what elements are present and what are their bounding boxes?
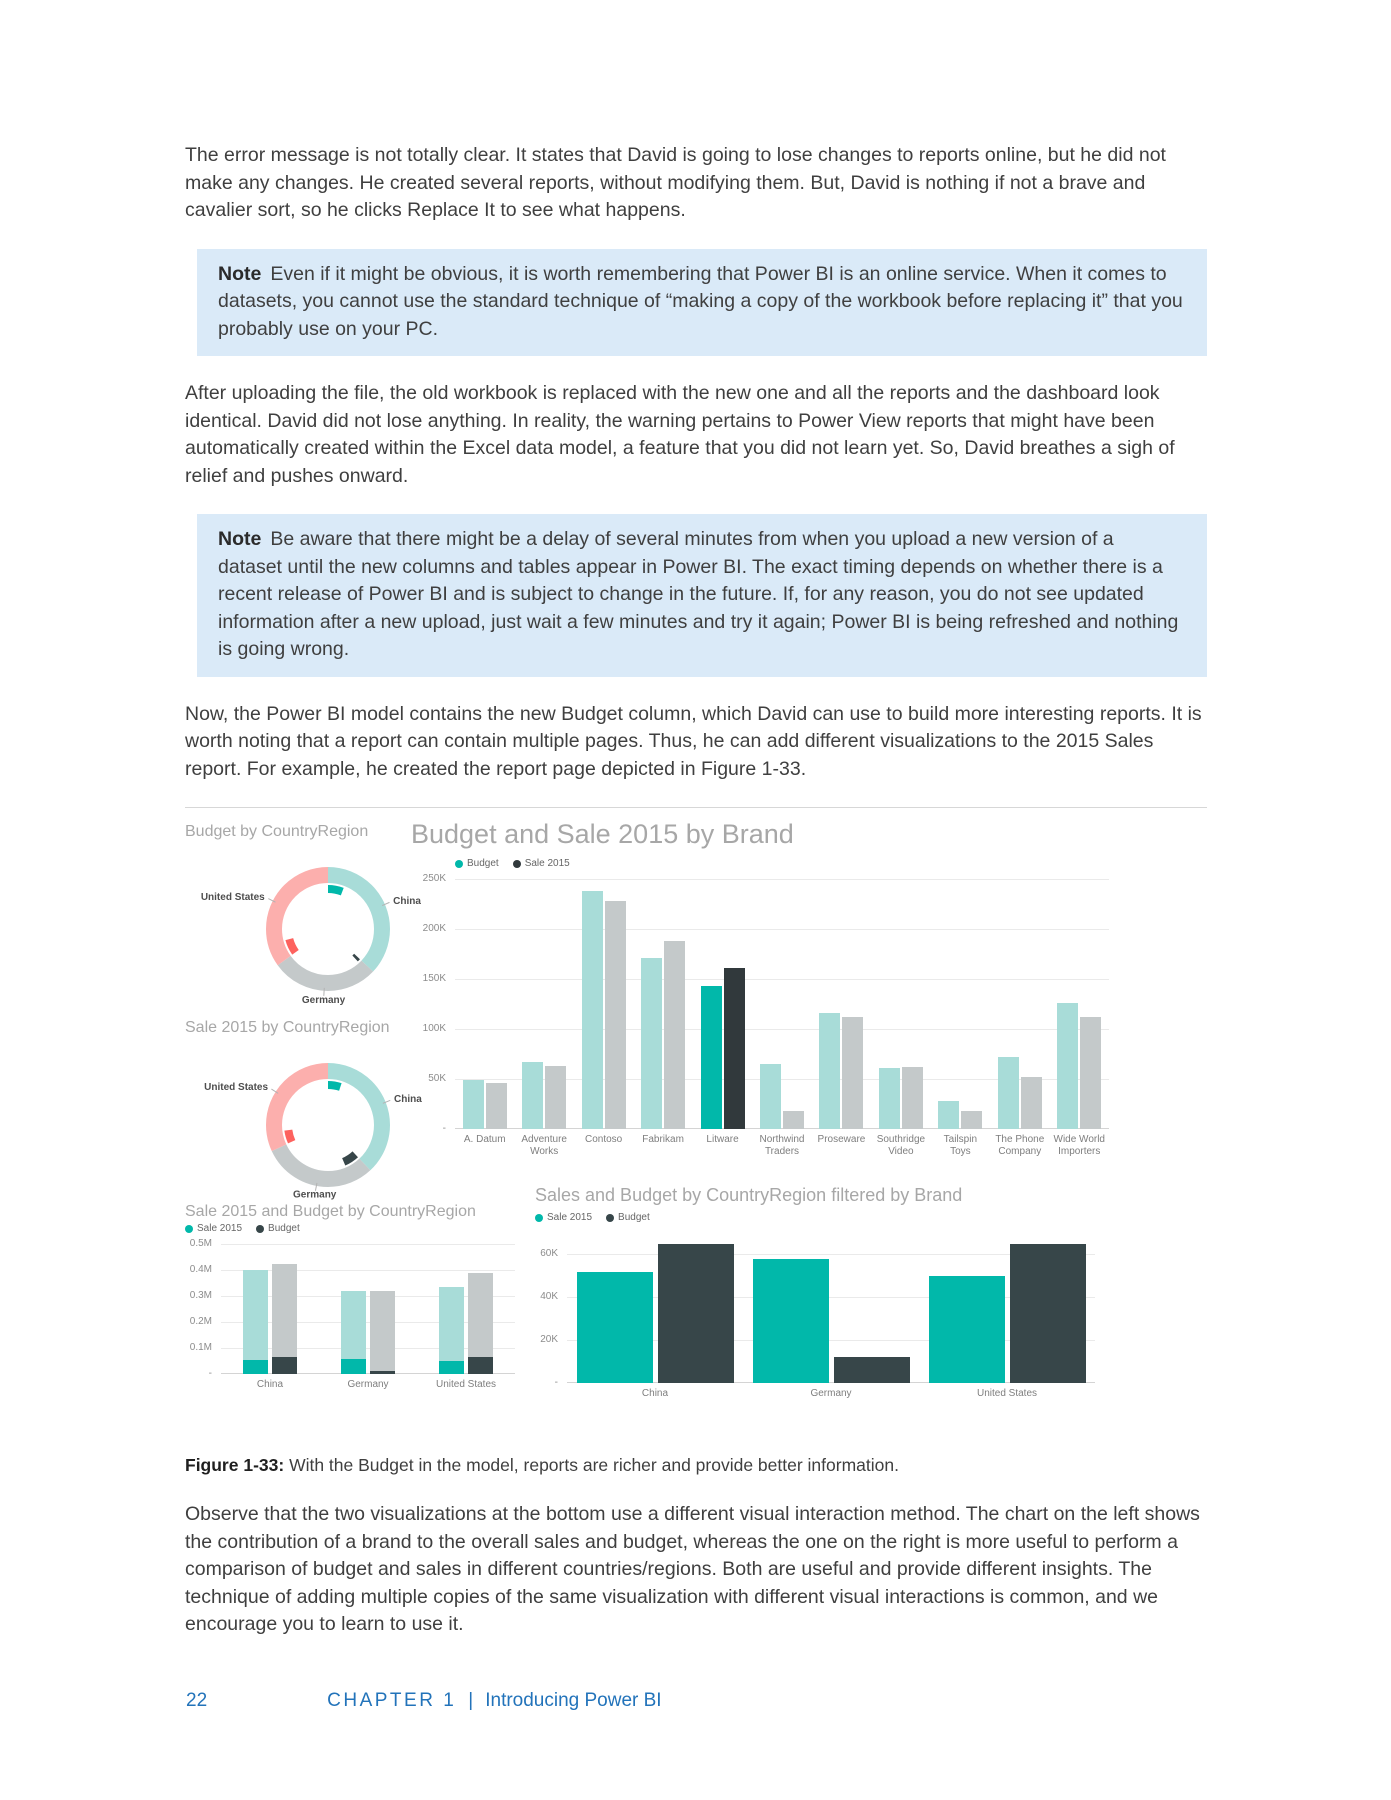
x-category-label: Litware	[706, 1134, 739, 1145]
bar	[929, 1276, 1005, 1383]
bar-group	[871, 1067, 930, 1129]
note-text: Even if it might be obvious, it is worth remembering that Power BI is an online service. When it comes to datasets, you cannot use the standard technique of “making a copy of the workbook before replacing it” that you probably use on your PC.	[218, 262, 1183, 340]
bar-group	[919, 1244, 1095, 1383]
x-category-label: Northwind Traders	[759, 1134, 805, 1157]
bar-group	[514, 1062, 573, 1129]
y-tick-label: -	[442, 1123, 446, 1134]
y-tick-label: -	[554, 1377, 558, 1388]
bar	[724, 968, 745, 1129]
bar-group	[693, 968, 752, 1129]
page-number: 22	[186, 1690, 208, 1711]
bar-highlight	[439, 1361, 464, 1374]
x-category-label: Adventure Works	[521, 1134, 567, 1157]
bar	[760, 1064, 781, 1129]
chapter-title: Introducing Power BI	[485, 1690, 662, 1711]
plot	[455, 879, 1109, 1129]
bar	[486, 1083, 507, 1129]
bar	[1010, 1244, 1086, 1383]
legend-dot	[455, 860, 463, 868]
legend-item	[256, 1223, 300, 1234]
donut-category-label: China	[394, 1093, 422, 1105]
legend-dot	[606, 1214, 614, 1222]
y-axis	[535, 1233, 567, 1388]
bar	[753, 1259, 829, 1383]
bar-highlight	[468, 1357, 493, 1374]
bar-group	[990, 1057, 1049, 1129]
x-category-label: Germany	[347, 1379, 389, 1390]
y-axis	[411, 873, 455, 1134]
bar	[605, 901, 626, 1129]
y-tick-label: 150K	[422, 973, 446, 984]
chapter-heading	[327, 1690, 661, 1712]
paragraph-new-budget-column: Now, the Power BI model contains the new Budget column, which David can use to build more interesting reports. It is worth noting that a report can contain multiple pages. Thus, he can add different visualizations to the 2015 Sales report. For example, he created the report page depicted in Figure 1-33.	[185, 702, 1202, 780]
bar	[1057, 1003, 1078, 1129]
bar-total	[370, 1291, 395, 1374]
y-tick-label: 0.3M	[189, 1290, 212, 1301]
bar-highlight	[341, 1359, 366, 1374]
legend-label: Sale 2015	[547, 1212, 593, 1223]
paragraph-after-upload: After uploading the file, the old workbook is replaced with the new one and all the reports and the dashboard look identical. David did not lose anything. In reality, the warning pertains to Power View reports that might have been automatically created within the Excel data model, a feature that you did not learn yet. So, David breathes a sigh of relief and pushes onward.	[185, 382, 1175, 487]
donut-segment	[288, 1085, 368, 1165]
figure-1-33	[185, 807, 1207, 1439]
note-text: Be aware that there might be a delay of several minutes from when you upload a new version of a dataset until the new columns and tables appear in Power BI. The exact timing depends on whether there is a recent release of Power BI and is subject to change in the future. If, for any reason, you do not see updated information after a new upload, just wait a few minutes and try it again; Power BI is being refreshed and nothing is going wrong.	[218, 528, 1179, 660]
bar-group	[633, 941, 692, 1129]
page-footer	[186, 1690, 662, 1712]
bar	[1080, 1017, 1101, 1129]
legend-label: Budget	[467, 858, 499, 869]
paragraph-observe-visuals: Observe that the two visualizations at the bottom use a different visual interaction method. The chart on the left shows the contribution of a brand to the overall sales and budget, whereas the one on the right is more useful to perform a comparison of budget and sales in different countries/regions. Both are useful and provide different insights. The technique of adding multiple copies of the same visualization with different visual interactions is common, and we encourage you to learn to use it.	[185, 1503, 1200, 1635]
legend-item	[535, 1212, 592, 1223]
chart-legend	[455, 858, 1109, 869]
paragraph-error-message: The error message is not totally clear. It states that David is going to lose changes to reports online, but he did not make any changes. He created several reports, without modifying them. But, David is nothing if not a brave and cavalier sort, so he clicks Replace It to see what happens.	[185, 144, 1166, 221]
bar	[701, 986, 722, 1129]
y-tick-label: 0.1M	[189, 1342, 212, 1353]
legend-item	[455, 858, 499, 869]
legend-label: Sale 2015	[524, 858, 570, 869]
bar-group	[221, 1264, 319, 1375]
legend-dot	[513, 860, 521, 868]
chart-sales-and-budget-filtered-by-brand	[535, 1185, 1095, 1400]
x-category-label: Tailspin Toys	[943, 1134, 978, 1157]
donut-category-label: United States	[204, 1081, 269, 1093]
legend-item	[606, 1212, 650, 1223]
chart-budget-and-sale-2015-by-brand	[411, 819, 1109, 1158]
donut-segment	[288, 1085, 368, 1165]
figure-caption-label: Figure 1-33:	[185, 1455, 285, 1475]
bar-group	[455, 1080, 514, 1129]
page-content	[185, 142, 1207, 1663]
x-axis	[221, 1379, 515, 1391]
figure-caption	[185, 1453, 1207, 1477]
plot	[221, 1244, 515, 1374]
chart-legend	[535, 1212, 1095, 1223]
bar-total	[468, 1273, 493, 1374]
legend-item	[185, 1223, 242, 1234]
x-category-label: A. Datum	[463, 1134, 506, 1145]
bar	[819, 1013, 840, 1129]
bar	[463, 1080, 484, 1129]
y-tick-label: -	[208, 1368, 212, 1379]
x-category-label: The Phone Company	[995, 1134, 1045, 1157]
bar-group	[752, 1064, 811, 1129]
bar-groups	[221, 1244, 515, 1374]
plot	[567, 1233, 1095, 1383]
bar-total	[439, 1287, 464, 1374]
legend-label: Sale 2015	[197, 1223, 243, 1234]
y-tick-label: 200K	[422, 923, 446, 934]
figure-divider	[185, 807, 1207, 808]
bar	[1021, 1077, 1042, 1129]
y-tick-label: 100K	[422, 1023, 446, 1034]
chapter-label: CHAPTER 1	[327, 1690, 457, 1711]
plot-area	[185, 1238, 515, 1379]
chapter-separator: |	[468, 1690, 474, 1711]
bar	[658, 1244, 734, 1383]
bar-total	[341, 1291, 366, 1374]
note-box-1	[197, 249, 1207, 357]
bar-group	[812, 1013, 871, 1129]
bar-group	[567, 1244, 743, 1383]
y-tick-label: 50K	[428, 1073, 446, 1084]
bar-group	[574, 891, 633, 1129]
bar	[842, 1017, 863, 1129]
bar	[783, 1111, 804, 1129]
x-category-label: Wide World Importers	[1053, 1134, 1105, 1157]
legend-dot	[185, 1225, 193, 1233]
donut-category-label: Germany	[293, 1189, 337, 1201]
bar-group	[1050, 1003, 1109, 1129]
x-category-label: Germany	[810, 1388, 852, 1399]
note-box-2	[197, 514, 1207, 677]
bar	[879, 1068, 900, 1129]
chart-title: Sales and Budget by CountryRegion filtered by Brand	[535, 1185, 963, 1205]
chart-title: Budget and Sale 2015 by Brand	[411, 819, 794, 849]
bar	[902, 1067, 923, 1129]
chart-sale-2015-and-budget-by-countryregion	[185, 1203, 515, 1391]
x-category-label: China	[256, 1379, 284, 1390]
plot-area	[411, 873, 1109, 1134]
x-category-label: China	[641, 1388, 669, 1399]
donut-category-label: Germany	[301, 994, 346, 1006]
x-axis	[455, 1134, 1109, 1158]
x-category-label: United States	[435, 1379, 497, 1390]
bar	[582, 891, 603, 1129]
plot-area	[535, 1233, 1095, 1388]
bar-total	[243, 1270, 268, 1374]
legend-item	[513, 858, 570, 869]
bar-group	[743, 1259, 919, 1383]
y-tick-label: 0.5M	[189, 1238, 212, 1249]
bar	[522, 1062, 543, 1129]
x-category-label: Southridge Video	[876, 1134, 926, 1157]
legend-dot	[535, 1214, 543, 1222]
legend-label: Budget	[268, 1223, 300, 1234]
x-category-label: United States	[976, 1388, 1038, 1399]
y-tick-label: 40K	[540, 1291, 558, 1303]
donut-category-label: United States	[200, 891, 265, 903]
y-tick-label: 0.4M	[189, 1264, 212, 1275]
y-axis	[185, 1238, 221, 1379]
bar	[961, 1111, 982, 1129]
chart-title: Sale 2015 and Budget by CountryRegion	[185, 1203, 476, 1220]
chart-legend	[185, 1223, 515, 1234]
bar	[664, 941, 685, 1129]
x-axis	[567, 1388, 1095, 1400]
legend-label: Budget	[618, 1212, 650, 1223]
bar	[545, 1066, 566, 1129]
y-tick-label: 0.2M	[189, 1316, 212, 1327]
note-label: Note	[218, 262, 262, 285]
bar-highlight	[272, 1357, 297, 1374]
bar-groups	[567, 1233, 1095, 1383]
x-category-label: Contoso	[585, 1134, 623, 1145]
y-tick-label: 20K	[540, 1334, 558, 1346]
bar-group	[931, 1101, 990, 1129]
chart-title: Budget by CountryRegion	[185, 823, 369, 840]
donut-segment	[288, 1085, 368, 1165]
bar-highlight	[370, 1371, 395, 1374]
bar	[938, 1101, 959, 1129]
bar	[577, 1272, 653, 1383]
x-category-label: Proseware	[817, 1134, 866, 1145]
bar-group	[417, 1273, 515, 1374]
bar	[998, 1057, 1019, 1129]
x-category-label: Fabrikam	[642, 1134, 684, 1145]
note-label: Note	[218, 528, 262, 550]
bar-highlight	[243, 1360, 268, 1374]
bar-groups	[455, 879, 1109, 1129]
y-tick-label: 250K	[422, 873, 446, 884]
bar-total	[272, 1264, 297, 1375]
y-tick-label: 60K	[540, 1248, 558, 1260]
donut-segment	[288, 889, 368, 969]
bar-group	[319, 1291, 417, 1374]
figure-caption-text: With the Budget in the model, reports are richer and provide better information.	[284, 1455, 899, 1475]
chart-title: Sale 2015 by CountryRegion	[185, 1019, 390, 1036]
donut-category-label: China	[393, 895, 421, 907]
legend-dot	[256, 1225, 264, 1233]
bar	[834, 1357, 910, 1383]
bar	[641, 958, 662, 1129]
